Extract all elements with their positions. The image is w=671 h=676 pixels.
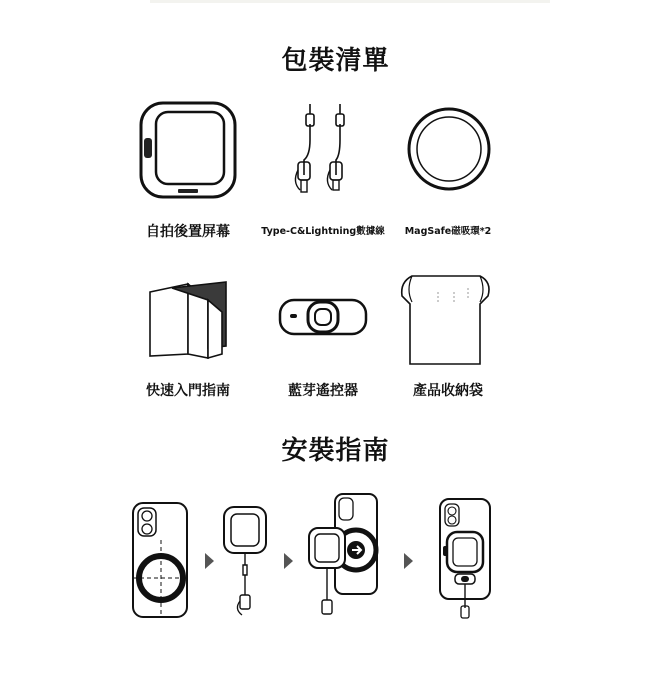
next-arrow-icon <box>404 553 413 569</box>
item-label: Type-C&Lightning數據線 <box>261 226 385 237</box>
next-arrow-icon <box>284 553 293 569</box>
cable-item <box>288 100 358 200</box>
magsafe-ring-icon <box>406 106 492 192</box>
storage-bag-item <box>398 272 494 368</box>
item-label: 藍芽遙控器 <box>288 383 358 399</box>
top-divider <box>150 0 550 3</box>
bluetooth-remote-icon <box>278 296 368 338</box>
quick-guide-icon <box>148 278 230 360</box>
install-guide-title: 安裝指南 <box>281 436 390 466</box>
next-arrow-icon <box>205 553 214 569</box>
bluetooth-remote-item <box>278 296 368 338</box>
item-label: 自拍後置屏幕 <box>146 224 230 240</box>
install-step-1 <box>130 500 190 620</box>
install-step-3 <box>305 492 380 620</box>
install-step-2 <box>220 505 270 620</box>
item-label: 產品收納袋 <box>413 383 483 399</box>
item-label: MagSafe磁吸環*2 <box>404 226 492 237</box>
install-step-4 <box>437 496 493 620</box>
cable-icon <box>288 100 358 200</box>
packing-list-title: 包裝清單 <box>281 46 390 76</box>
item-label: 快速入門指南 <box>146 383 230 399</box>
magsafe-ring-item <box>406 106 492 192</box>
screen-with-cable-icon <box>220 505 270 620</box>
storage-bag-icon <box>398 272 494 368</box>
mounted-screen-icon <box>437 496 493 620</box>
quick-guide-item <box>148 278 230 360</box>
attach-screen-icon <box>305 492 380 620</box>
screen-frame-icon <box>138 100 238 200</box>
phone-with-ring-icon <box>130 500 190 620</box>
screen-frame-item <box>138 100 238 200</box>
